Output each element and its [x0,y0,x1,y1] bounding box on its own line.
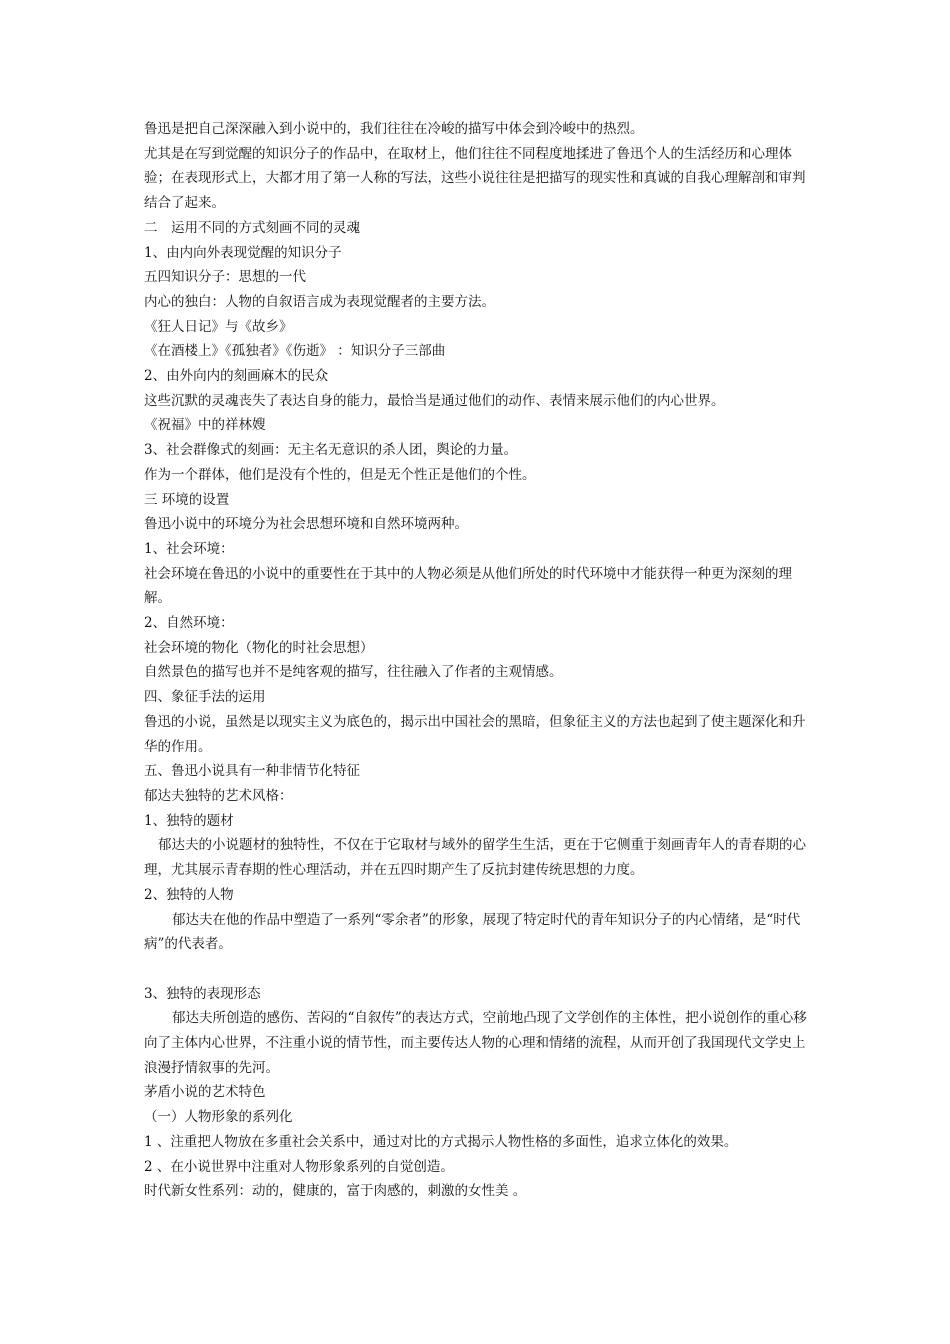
subheading: （一）人物形象的系列化 [144,1109,293,1126]
paragraph: 尤其是在写到觉醒的知识分子的作品中，在取材上，他们往往不同程度地揉进了鲁迅个人的生活经历和心理体验；在表现形式上，大都才用了第一人称的写法，这些小说往往是把描写的现实性和真诚的自我心理解剖和审判结合了起来。 [144,145,806,212]
paragraph: 这些沉默的灵魂丧失了表达自身的能力，最恰当是通过他们的动作、表情来展示他们的内心世界。 [144,392,725,409]
paragraph: 郁达夫在他的作品中塑造了一系列“零余者”的形象，展现了特定时代的青年知识分子的内心情绪，是“时代病”的代表者。 [144,911,801,953]
paragraph: 鲁迅小说中的环境分为社会思想环境和自然环境两种。 [144,516,468,533]
paragraph: 作为一个群体，他们是没有个性的，但是无个性正是他们的个性。 [144,466,536,483]
paragraph: 内心的独白：人物的自叙语言成为表现觉醒者的主要方法。 [144,293,495,310]
subheading: 1、由内向外表现觉醒的知识分子 [144,244,342,261]
paragraph: 鲁迅的小说，虽然是以现实主义为底色的，揭示出中国社会的黑暗，但象征主义的方法也起到了使主题深化和升华的作用。 [144,713,806,755]
subheading: 3、社会群像式的刻画：无主名无意识的杀人团，舆论的力量。 [144,442,518,459]
paragraph: 1 、注重把人物放在多重社会关系中，通过对比的方式揭示人物性格的多面性，追求立体化的效果。 [144,1133,738,1150]
paragraph: 《狂人日记》与《故乡》 [144,318,293,335]
paragraph: 五四知识分子：思想的一代 [144,269,306,286]
section-heading: 四、象征手法的运用 [144,689,266,706]
subheading: 1、独特的题材 [144,812,234,829]
subheading: 2、自然环境： [144,615,234,632]
section-heading: 三 环境的设置 [144,491,230,508]
paragraph: 郁达夫所创造的感伤、苦闷的“自叙传”的表达方式，空前地凸现了文学创作的主体性，把小说创作的重心移向了主体内心世界，不注重小说的情节性，而主要传达人物的心理和情绪的流程，从而开创了我国现代文学史上浪漫抒情叙事的先河。 [144,1010,807,1076]
paragraph: 时代新女性系列：动的，健康的，富于肉感的，刺激的女性美 。 [144,1183,527,1200]
paragraph: 社会环境的物化（物化的时社会思想） [144,639,374,656]
paragraph: 郁达夫的小说题材的独特性，不仅在于它取材与域外的留学生生活，更在于它侧重于刻画青年人的青春期的心理，尤其展示青春期的性心理活动，并在五四时期产生了反抗封建传统思想的力度。 [144,837,806,879]
subheading: 3、独特的表现形态 [144,985,261,1002]
paragraph: 鲁迅是把自己深深融入到小说中的，我们往往在冷峻的描写中体会到冷峻中的热烈。 [144,121,644,137]
paragraph: 《在酒楼上》《孤独者》《伤逝》 ：知识分子三部曲 [144,343,446,360]
section-heading: 二 运用不同的方式刻画不同的灵魂 [144,219,360,236]
paragraph: 《祝福》中的祥林嫂 [144,417,266,434]
paragraph: 社会环境在鲁迅的小说中的重要性在于其中的人物必须是从他们所处的时代环境中才能获得一种更为深刻的理解。 [144,565,792,607]
section-heading: 郁达夫独特的艺术风格： [144,787,293,804]
section-heading: 五、鲁迅小说具有一种非情节化特征 [144,763,360,780]
paragraph: 自然景色的描写也并不是纯客观的描写，往往融入了作者的主观情感。 [144,664,563,681]
subheading: 2、独特的人物 [144,886,234,903]
subheading: 2、由外向内的刻画麻木的民众 [144,368,329,385]
paragraph: 2 、在小说世界中注重对人物形象系列的自觉创造。 [144,1158,454,1175]
subheading: 1、社会环境： [144,540,234,557]
blank-line [144,957,809,982]
section-heading: 茅盾小说的艺术特色 [144,1084,266,1101]
document-page [144,117,809,1204]
